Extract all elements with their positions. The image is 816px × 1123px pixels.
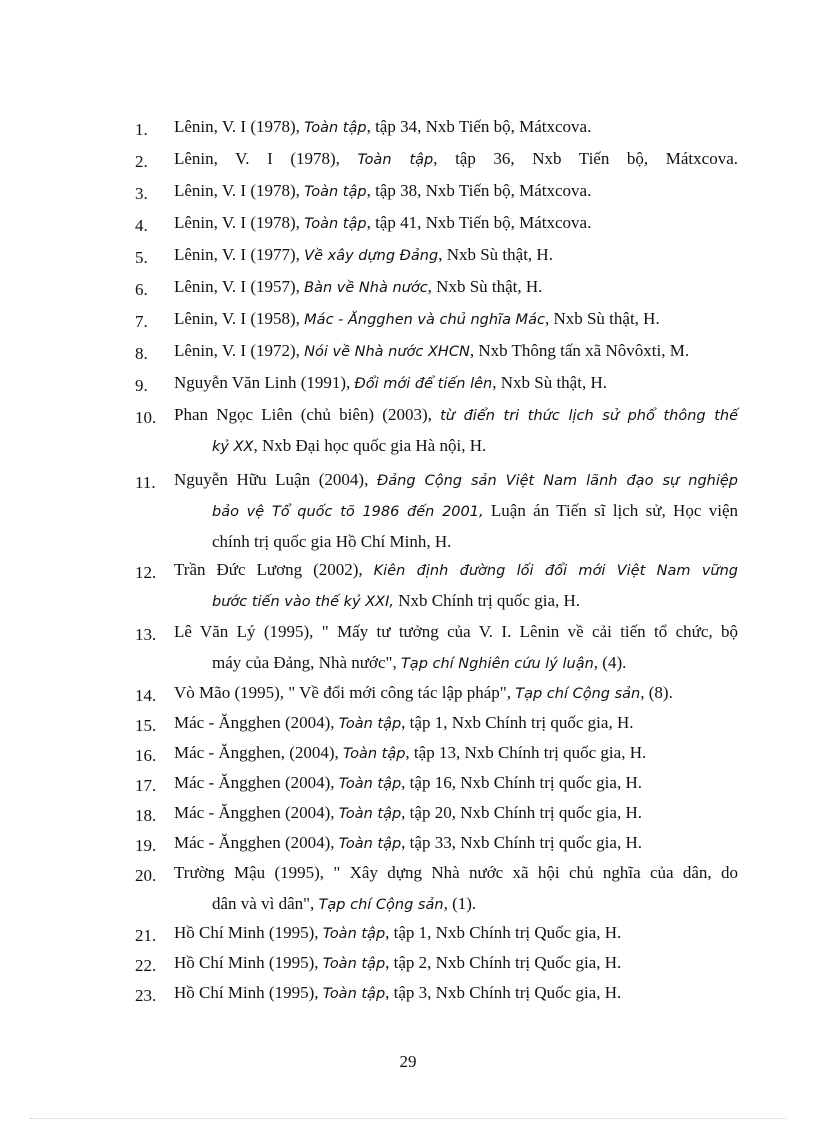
reference-number: 7. bbox=[135, 312, 148, 331]
reference-text: , Nxb Sù thật, H. bbox=[544, 309, 660, 328]
reference-text: máy của Đảng, Nhà nước", bbox=[212, 653, 401, 672]
reference-title: bảo vệ Tổ quốc tõ 1986 đến 2001, bbox=[212, 504, 484, 520]
reference-title: Tạp chí Cộng sản bbox=[515, 686, 641, 702]
reference-title: bước tiến vào thế kỷ XXI, bbox=[212, 594, 394, 610]
reference-title: Toàn tập bbox=[343, 746, 406, 762]
reference-line bbox=[174, 400, 738, 430]
reference-text: Mác - Ăngghen (2004), bbox=[174, 803, 339, 822]
reference-number: 22. bbox=[135, 956, 157, 975]
reference-text: , Nxb Sù thật, H. bbox=[492, 373, 607, 392]
reference-title: Tạp chí Nghiên cứu lý luận bbox=[400, 656, 594, 672]
reference-title: Toàn tập bbox=[338, 806, 402, 822]
reference-line bbox=[174, 555, 738, 585]
reference-text: Hồ Chí Minh (1995), bbox=[174, 953, 323, 972]
reference-line bbox=[174, 948, 621, 978]
reference-number: 15. bbox=[135, 716, 157, 735]
reference-text: Lênin, V. I (1978), bbox=[174, 181, 305, 200]
reference-title: Toàn tập bbox=[304, 184, 367, 200]
reference-text: Mác - Ăngghen (2004), bbox=[174, 833, 339, 852]
reference-number: 23. bbox=[135, 986, 157, 1005]
reference-text: Mác - Ăngghen (2004), bbox=[174, 773, 339, 792]
reference-title: Toàn tập bbox=[338, 836, 402, 852]
reference-text: Trần Đức Lương (2002), bbox=[174, 560, 374, 579]
reference-line bbox=[174, 208, 591, 238]
reference-line bbox=[174, 304, 660, 334]
reference-title: Đổi mới để tiến lên bbox=[354, 376, 493, 392]
reference-number: 9. bbox=[135, 376, 148, 395]
reference-text: , tập 1, Nxb Chính trị Quốc gia, H. bbox=[385, 923, 622, 942]
reference-text: Mác - Ăngghen (2004), bbox=[174, 713, 339, 732]
reference-title: Nói về Nhà nước XHCN bbox=[304, 344, 470, 360]
reference-text: , tập 36, Nxb Tiến bộ, Mátxcova. bbox=[433, 149, 738, 168]
reference-line bbox=[212, 527, 451, 557]
reference-number: 16. bbox=[135, 746, 157, 765]
reference-title: Toàn tập bbox=[322, 956, 386, 972]
reference-number: 8. bbox=[135, 344, 148, 363]
reference-text: Luận án Tiến sĩ lịch sử, Học viện bbox=[483, 501, 738, 520]
reference-line bbox=[174, 678, 673, 708]
reference-line bbox=[174, 617, 738, 647]
reference-text: Nxb Chính trị quốc gia, H. bbox=[393, 591, 581, 610]
reference-line bbox=[174, 828, 642, 858]
reference-number: 5. bbox=[135, 248, 148, 267]
reference-title: Toàn tập bbox=[357, 152, 434, 168]
reference-line bbox=[174, 738, 646, 768]
reference-title: Toàn tập bbox=[304, 120, 367, 136]
reference-title: Toàn tập bbox=[338, 716, 402, 732]
reference-text: , tập 34, Nxb Tiến bộ, Mátxcova. bbox=[366, 117, 592, 136]
reference-text: Lênin, V. I (1978), bbox=[174, 117, 305, 136]
reference-line bbox=[174, 272, 542, 302]
reference-title: Tạp chí Cộng sản bbox=[318, 897, 444, 913]
reference-number: 13. bbox=[135, 625, 157, 644]
reference-text: , (4). bbox=[593, 653, 627, 672]
reference-text: Hồ Chí Minh (1995), bbox=[174, 983, 323, 1002]
reference-text: , tập 33, Nxb Chính trị quốc gia, H. bbox=[401, 833, 642, 852]
reference-text: Nguyễn Văn Linh (1991), bbox=[174, 373, 355, 392]
reference-text: , Nxb Sù thật, H. bbox=[438, 245, 553, 264]
reference-line bbox=[212, 648, 626, 678]
reference-line bbox=[174, 978, 621, 1008]
reference-number: 11. bbox=[135, 473, 156, 492]
reference-line bbox=[212, 586, 580, 616]
reference-text: , Nxb Thông tấn xã Nôvôxti, M. bbox=[469, 341, 690, 360]
reference-number: 4. bbox=[135, 216, 148, 235]
reference-line bbox=[174, 176, 591, 206]
reference-text: , (8). bbox=[640, 683, 673, 702]
reference-line bbox=[174, 708, 633, 738]
reference-title: Đảng Cộng sản Việt Nam lãnh đạo sự nghiệp bbox=[377, 473, 738, 489]
reference-line bbox=[174, 768, 642, 798]
reference-text: Lênin, V. I (1957), bbox=[174, 277, 305, 296]
reference-number: 2. bbox=[135, 152, 148, 171]
reference-title: từ điển tri thức lịch sử phổ thông thế bbox=[440, 408, 738, 424]
reference-line bbox=[174, 112, 591, 142]
reference-text: Trường Mậu (1995), " Xây dựng Nhà nước xã hội chủ nghĩa của dân, do bbox=[174, 863, 738, 882]
reference-text: chính trị quốc gia Hồ Chí Minh, H. bbox=[212, 532, 452, 551]
reference-text: Lênin, V. I (1977), bbox=[174, 245, 305, 264]
reference-text: , tập 13, Nxb Chính trị quốc gia, H. bbox=[405, 743, 647, 762]
reference-line bbox=[212, 889, 476, 919]
reference-number: 21. bbox=[135, 926, 157, 945]
reference-text: Lê Văn Lý (1995), " Mấy tư tưởng của V. I. Lênin về cải tiến tổ chức, bộ bbox=[174, 622, 738, 641]
reference-title: kỷ XX bbox=[212, 439, 254, 455]
reference-text: , (1). bbox=[443, 894, 477, 913]
reference-line bbox=[174, 798, 642, 828]
reference-text: , tập 38, Nxb Tiến bộ, Mátxcova. bbox=[366, 181, 592, 200]
reference-text: , tập 16, Nxb Chính trị quốc gia, H. bbox=[401, 773, 642, 792]
reference-number: 17. bbox=[135, 776, 157, 795]
reference-number: 10. bbox=[135, 408, 157, 427]
reference-text: Lênin, V. I (1972), bbox=[174, 341, 305, 360]
reference-line bbox=[174, 240, 553, 270]
reference-text: , Nxb Sù thật, H. bbox=[427, 277, 543, 296]
reference-title: Toàn tập bbox=[322, 926, 386, 942]
page-number: 29 bbox=[399, 1052, 417, 1071]
reference-title: Bàn về Nhà nước bbox=[304, 280, 428, 296]
reference-text: Mác - Ăngghen, (2004), bbox=[174, 743, 344, 762]
reference-line bbox=[212, 496, 738, 526]
reference-text: Phan Ngọc Liên (chủ biên) (2003), bbox=[174, 405, 441, 424]
reference-title: Toàn tập bbox=[304, 216, 367, 232]
reference-number: 3. bbox=[135, 184, 148, 203]
reference-text: , tập 1, Nxb Chính trị quốc gia, H. bbox=[401, 713, 634, 732]
reference-title: Kiên định đường lối đổi mới Việt Nam vững bbox=[373, 563, 738, 579]
reference-text: Lênin, V. I (1978), bbox=[174, 149, 358, 168]
reference-number: 20. bbox=[135, 866, 157, 885]
reference-number: 1. bbox=[135, 120, 148, 139]
reference-text: , Nxb Đại học quốc gia Hà nội, H. bbox=[253, 436, 487, 455]
reference-text: Hồ Chí Minh (1995), bbox=[174, 923, 323, 942]
reference-number: 18. bbox=[135, 806, 157, 825]
reference-title: Về xây dựng Đảng bbox=[304, 248, 439, 264]
reference-line bbox=[174, 144, 738, 174]
reference-line bbox=[174, 918, 621, 948]
reference-text: Nguyễn Hữu Luận (2004), bbox=[174, 470, 378, 489]
reference-line bbox=[174, 858, 738, 888]
reference-number: 14. bbox=[135, 686, 157, 705]
reference-title: Toàn tập bbox=[322, 986, 386, 1002]
reference-text: , tập 3, Nxb Chính trị Quốc gia, H. bbox=[385, 983, 622, 1002]
reference-line bbox=[174, 465, 738, 495]
reference-line bbox=[212, 431, 486, 461]
reference-text: Lênin, V. I (1978), bbox=[174, 213, 305, 232]
reference-text: Lênin, V. I (1958), bbox=[174, 309, 305, 328]
reference-number: 6. bbox=[135, 280, 148, 299]
reference-title: Toàn tập bbox=[338, 776, 402, 792]
reference-text: dân và vì dân", bbox=[212, 894, 319, 913]
reference-text: Vò Mão (1995), " Về đổi mới công tác lập pháp", bbox=[174, 683, 516, 702]
reference-line bbox=[174, 368, 607, 398]
reference-number: 19. bbox=[135, 836, 157, 855]
page-bottom-divider bbox=[30, 1118, 786, 1119]
reference-text: , tập 20, Nxb Chính trị quốc gia, H. bbox=[401, 803, 642, 822]
reference-number: 12. bbox=[135, 563, 157, 582]
reference-line bbox=[174, 336, 689, 366]
reference-text: , tập 2, Nxb Chính trị Quốc gia, H. bbox=[385, 953, 622, 972]
reference-title: Mác - Ăngghen và chủ nghĩa Mác bbox=[304, 312, 545, 328]
reference-text: , tập 41, Nxb Tiến bộ, Mátxcova. bbox=[366, 213, 592, 232]
